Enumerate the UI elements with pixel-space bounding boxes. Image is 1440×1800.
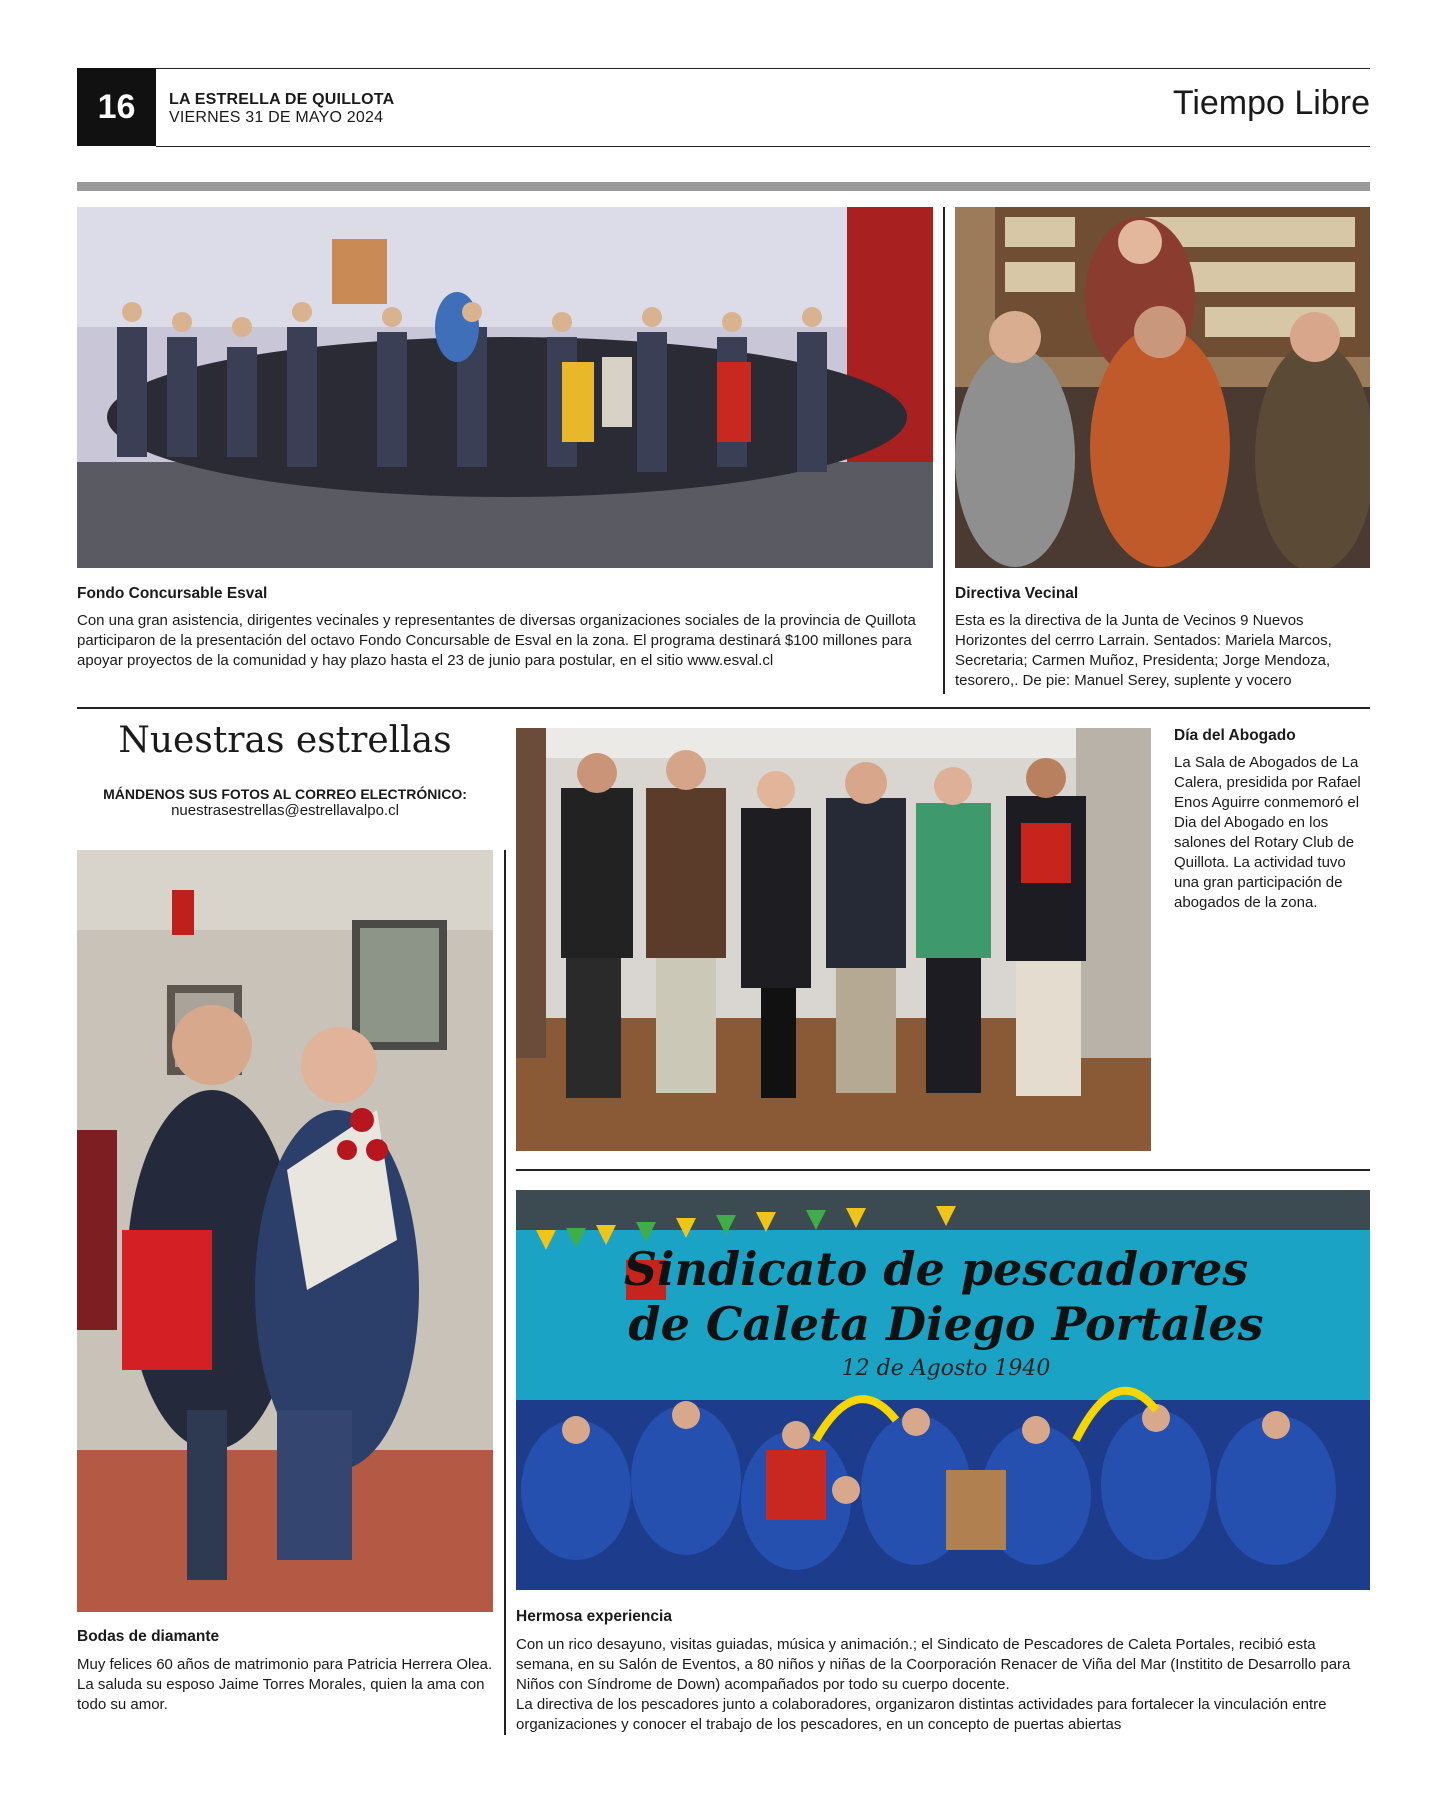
caption-text-experiencia-p1: Con un rico desayuno, visitas guiadas, música y animación.; el Sindicato de Pescadores de Caleta Portales, recibió esta semana, en su Salón de Eventos, a 80 niños y niñas de la Coorporación Renacer de Viña del Mar (Institito de Desarrollo para Niños con Síndrome de Down) acompañados por todo su cuerpo docente. — [516, 1636, 1351, 1693]
nuestras-estrellas-title: Nuestras estrellas — [118, 720, 452, 761]
caption-text-bodas: Muy felices 60 años de matrimonio para Patricia Herrera Olea. La saluda su esposo Jaime Torres Morales, quien la ama con todo su amor. — [77, 1656, 493, 1713]
caption-text-experiencia-p2: La directiva de los pescadores junto a colaboradores, organizaron distintas actividades para fortalecer la vinculación entre organizaciones y conocer el trabajo de los pescadores, en un concepto de puertas abiertas — [516, 1696, 1327, 1733]
caption-title-abogado: Día del Abogado — [1174, 727, 1296, 744]
mail-address: nuestrasestrellas@estrellavalpo.cl — [171, 802, 399, 819]
mail-label: MÁNDENOS SUS FOTOS AL CORREO ELECTRÓNICO: — [103, 786, 467, 802]
caption-title-directiva: Directiva Vecinal — [955, 585, 1079, 602]
section-title: Tiempo Libre — [1172, 84, 1370, 122]
photo-bodas-de-diamante — [77, 850, 493, 1612]
header-divider-bar — [77, 182, 1370, 191]
caption-title-experiencia: Hermosa experiencia — [516, 1608, 672, 1625]
caption-title-fondo: Fondo Concursable Esval — [77, 585, 268, 602]
header-bottom-rule — [156, 146, 1370, 147]
caption-text-abogado: La Sala de Abogados de La Calera, presidida por Rafael Enos Aguirre conmemoró el Dia del Abogado en los salones del Rotary Club de Quillota. La actividad tuvo una gran participación de abogados de la zona. — [1174, 754, 1361, 911]
header-top-rule — [156, 68, 1370, 69]
caption-text-directiva: Esta es la directiva de la Junta de Vecinos 9 Nuevos Horizontes del cerrro Larrain. Sentados: Mariela Marcos, Secretaria; Carmen Muñoz, Presidenta; Jorge Mendoza, tesorero,. De pie: Manuel Serey, suplente y vocero — [955, 612, 1332, 689]
caption-text-experiencia — [516, 1635, 1372, 1735]
mural-text-line2: de Caleta Diego Portales — [628, 1297, 1264, 1351]
issue-date: VIERNES 31 DE MAYO 2024 — [169, 109, 384, 126]
caption-title-bodas: Bodas de diamante — [77, 1628, 220, 1645]
newspaper-name: LA ESTRELLA DE QUILLOTA — [169, 91, 395, 108]
column-rule-bottom — [504, 850, 506, 1735]
photo-dia-del-abogado — [516, 728, 1151, 1151]
column-rule-top — [943, 207, 945, 694]
photo-hermosa-experiencia — [516, 1190, 1370, 1590]
row-divider — [77, 707, 1370, 709]
mural-text-line1: Sindicato de pescadores — [623, 1242, 1249, 1296]
photo-directiva-vecinal — [955, 207, 1370, 568]
photo-fondo-concursable — [77, 207, 933, 568]
right-row-divider — [516, 1169, 1370, 1171]
page-number: 16 — [77, 68, 156, 146]
mural-date: 12 de Agosto 1940 — [841, 1356, 1051, 1381]
caption-text-fondo: Con una gran asistencia, dirigentes vecinales y representantes de diversas organizaciones sociales de la provincia de Quillota participaron de la presentación del octavo Fondo Concursable de Esval en la zona. El programa destinará $100 millones para apoyar proyectos de la comunidad y hay plazo hasta el 23 de junio para postular, en el sitio www.esval.cl — [77, 612, 916, 669]
